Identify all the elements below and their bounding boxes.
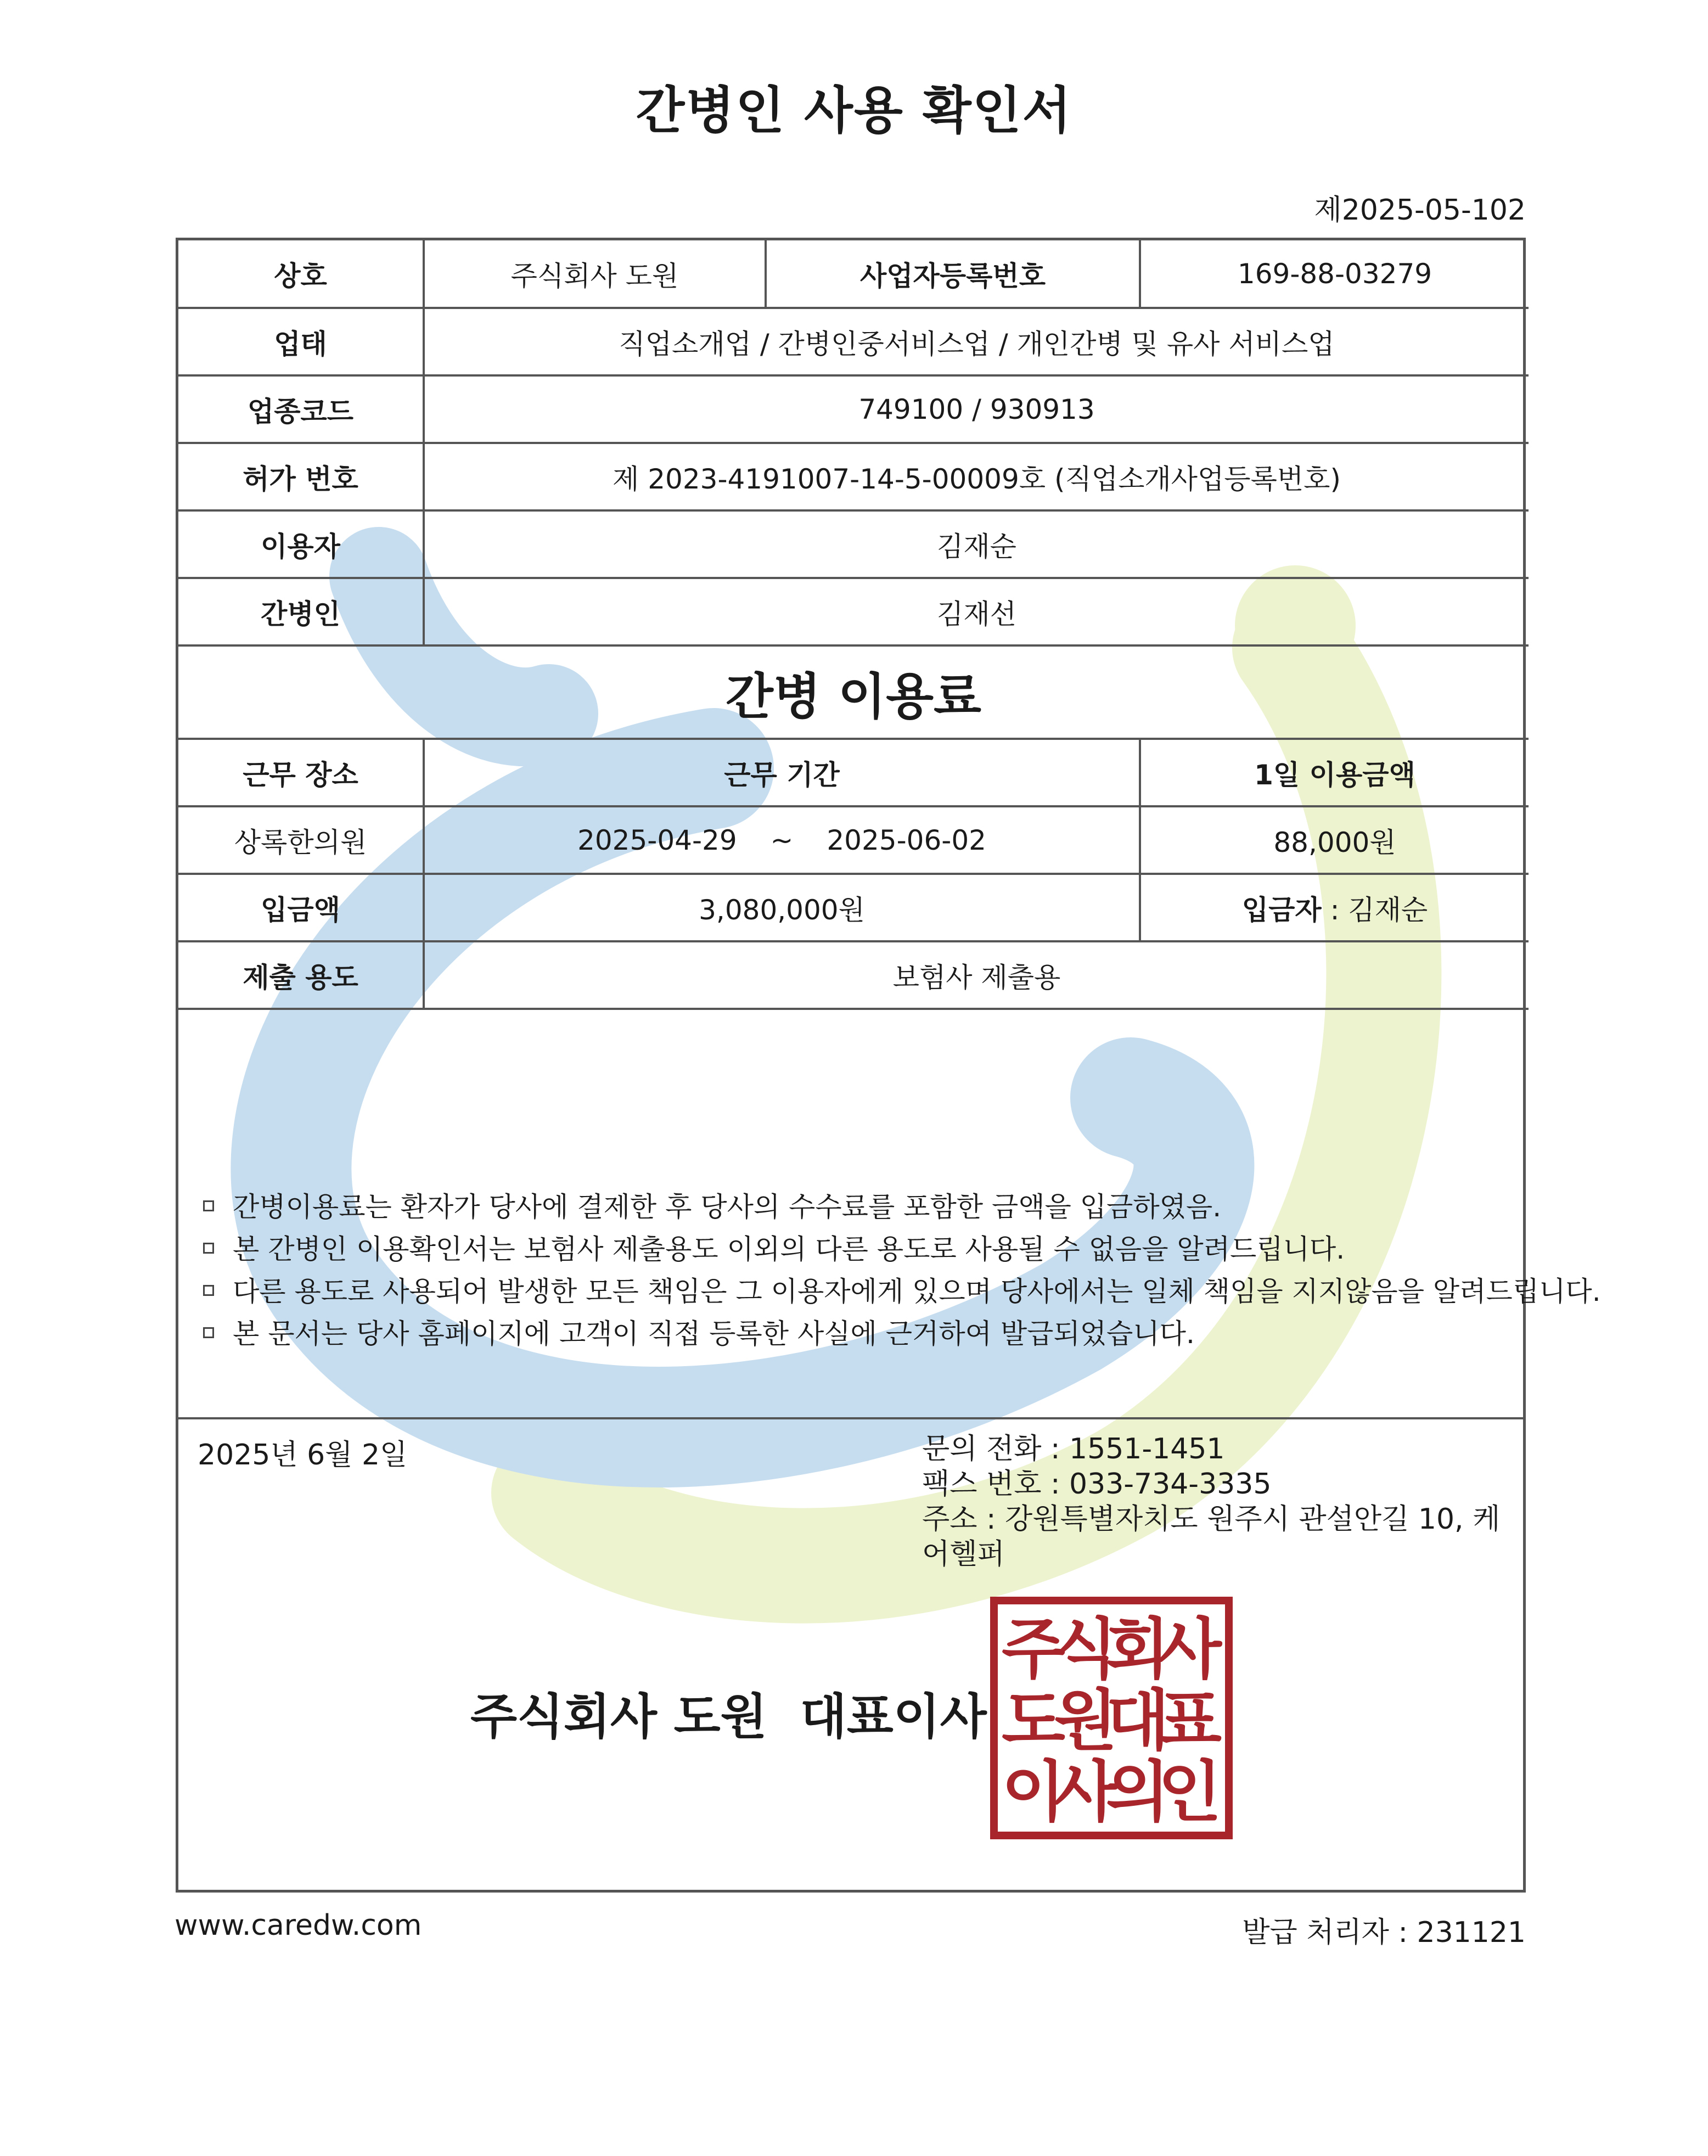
- table-row: [178, 645, 1529, 739]
- phone-text: 문의 전화 : 1551-1451: [922, 1433, 1225, 1466]
- svg-text:주: 주: [1002, 1612, 1065, 1688]
- note-text: 본 간병인 이용확인서는 보험사 제출용도 이외의 다른 용도로 사용될 수 없음을 알려드립니다.: [233, 1233, 1345, 1265]
- license-label: 허가 번호: [178, 443, 424, 510]
- list-item: [203, 1313, 1601, 1355]
- bullet-square-icon: [203, 1285, 214, 1296]
- industry-code-label: 업종코드: [178, 375, 424, 443]
- note-text: 다른 용도로 사용되어 발생한 모든 책임은 그 이용자에게 있으며 당사에서는 일체 책임을 지지않음을 알려드립니다.: [233, 1276, 1601, 1307]
- caregiver-label: 간병인: [178, 578, 424, 645]
- table-row: [178, 375, 1529, 443]
- purpose-label: 제출 용도: [178, 941, 424, 1009]
- period-header: 근무 기간: [424, 739, 1140, 806]
- list-item: [203, 1228, 1601, 1271]
- user-value: 김재순: [424, 510, 1529, 578]
- company-label: 상호: [178, 240, 424, 308]
- bullet-square-icon: [203, 1327, 214, 1338]
- caregiver-value: 김재선: [424, 578, 1529, 645]
- daily-fee-value: 88,000원: [1140, 806, 1529, 874]
- bizreg-value: 169-88-03279: [1140, 240, 1529, 308]
- table-row: [178, 941, 1529, 1009]
- place-value: 상록한의원: [178, 806, 424, 874]
- business-type-label: 업태: [178, 308, 424, 375]
- svg-text:의: 의: [1106, 1754, 1170, 1831]
- place-header: 근무 장소: [178, 739, 424, 806]
- depositor-label: 입금자: [1241, 894, 1322, 926]
- table-row: [178, 578, 1529, 645]
- company-seal-stamp: [990, 1596, 1233, 1840]
- period-value: [424, 806, 1140, 874]
- fee-section-title: 간병 이용료: [178, 645, 1529, 739]
- svg-text:회: 회: [1106, 1612, 1170, 1688]
- note-text: 간병이용료는 환자가 당사에 결제한 후 당사의 수수료를 포함한 금액을 입금하였음.: [233, 1191, 1222, 1223]
- svg-text:원: 원: [1054, 1683, 1117, 1759]
- note-text: 본 문서는 당사 홈페이지에 고객이 직접 등록한 사실에 근거하여 발급되었습니다.: [233, 1318, 1195, 1350]
- user-label: 이용자: [178, 510, 424, 578]
- depositor-cell: [1140, 874, 1529, 941]
- svg-text:인: 인: [1158, 1754, 1222, 1831]
- website-link[interactable]: www.caredw.com: [175, 1909, 422, 1942]
- table-row: [178, 510, 1529, 578]
- address-text: 주소 : 강원특별자치도 원주시 관설안길 10, 케어헬퍼: [922, 1503, 1501, 1571]
- notes-section: [178, 1054, 1601, 1419]
- table-row: [178, 739, 1529, 806]
- certificate-frame: [176, 238, 1601, 1893]
- table-row: [178, 308, 1529, 375]
- bullet-square-icon: [203, 1243, 214, 1254]
- business-type-value: 직업소개업 / 간병인중서비스업 / 개인간병 및 유사 서비스업: [424, 308, 1529, 375]
- signature-line: [470, 1678, 987, 1748]
- deposit-label: 입금액: [178, 874, 424, 941]
- bullet-square-icon: [203, 1200, 214, 1211]
- purpose-value: 보험사 제출용: [424, 941, 1529, 1009]
- industry-code-value: 749100 / 930913: [424, 375, 1529, 443]
- daily-fee-header: 1일 이용금액: [1140, 739, 1529, 806]
- bizreg-label: 사업자등록번호: [766, 240, 1140, 308]
- info-table: [178, 240, 1529, 1010]
- svg-text:사: 사: [1158, 1612, 1222, 1688]
- table-row: [178, 443, 1529, 510]
- issue-date: 2025년 6월 2일: [198, 1439, 408, 1472]
- list-item: [203, 1186, 1601, 1228]
- table-row: [178, 240, 1529, 308]
- svg-text:표: 표: [1158, 1683, 1222, 1759]
- period-separator: ~: [770, 824, 794, 856]
- contact-info: [922, 1431, 1523, 1572]
- table-row: [178, 874, 1529, 941]
- deposit-value: 3,080,000원: [424, 874, 1140, 941]
- company-signature: 주식회사 도원: [470, 1688, 767, 1745]
- list-item: [203, 1271, 1601, 1313]
- svg-text:이: 이: [1002, 1754, 1065, 1831]
- depositor-value: : 김재순: [1321, 894, 1428, 926]
- fax-text: 팩스 번호 : 033-734-3335: [922, 1468, 1272, 1501]
- document-number: 제2025-05-102: [1314, 194, 1526, 227]
- license-value: 제 2023-4191007-14-5-00009호 (직업소개사업등록번호): [424, 443, 1529, 510]
- ceo-title: 대표이사: [800, 1688, 987, 1745]
- period-start: 2025-04-29: [577, 824, 737, 856]
- issuer-id: 발급 처리자 : 231121: [1242, 1916, 1526, 1949]
- company-value: 주식회사 도원: [424, 240, 766, 308]
- svg-text:식: 식: [1054, 1612, 1117, 1688]
- notes-list: [203, 1186, 1601, 1355]
- period-end: 2025-06-02: [827, 824, 986, 856]
- svg-text:대: 대: [1106, 1683, 1170, 1759]
- table-row: [178, 806, 1529, 874]
- svg-text:사: 사: [1054, 1754, 1117, 1831]
- svg-text:도: 도: [1002, 1683, 1065, 1759]
- document-title: 간병인 사용 확인서: [636, 81, 1072, 140]
